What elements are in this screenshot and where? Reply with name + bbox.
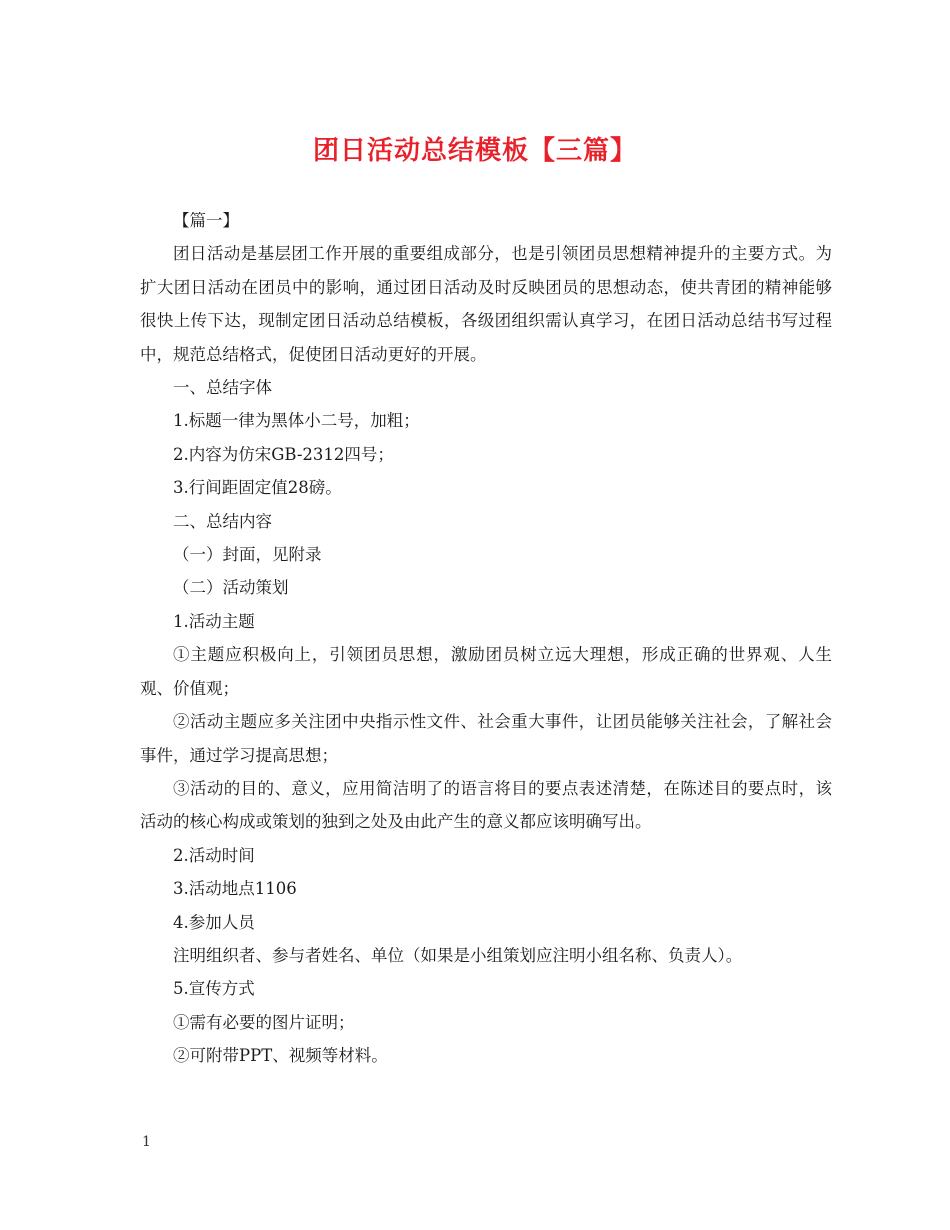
- list-item: 1.标题一律为黑体小二号，加粗；: [173, 411, 420, 431]
- body-paragraph: ③活动的目的、意义，应用简洁明了的语言将目的要点表述清楚，在陈述目的要点时，该活动的核心构成或策划的独到之处及由此产生的意义都应该明确写出。: [140, 778, 832, 832]
- list-item: 2.内容为仿宋GB-2312四号；: [173, 444, 394, 464]
- page-number: 1: [142, 1134, 151, 1150]
- list-item: 3.行间距固定值28磅。: [173, 478, 342, 498]
- section-heading: 二、总结内容: [173, 511, 272, 531]
- subsection-heading: （一）封面，见附录: [173, 545, 322, 565]
- subsection-heading: （二）活动策划: [173, 578, 289, 598]
- body-paragraph: ②活动主题应多关注团中央指示性文件、社会重大事件，让团员能够关注社会，了解社会事件，通过学习提高思想；: [140, 712, 832, 765]
- list-item: ①需有必要的图片证明；: [173, 1012, 355, 1032]
- list-item: 5.宣传方式: [173, 979, 255, 999]
- body-paragraph: ①主题应积极向上，引领团员思想，激励团员树立远大理想，形成正确的世界观、人生观、价值观；: [140, 645, 832, 698]
- section-heading: 【篇一】: [173, 211, 239, 230]
- list-item: 3.活动地点1106: [173, 879, 297, 899]
- body-paragraph: 注明组织者、参与者姓名、单位（如果是小组策划应注明小组名称、负责人）。: [173, 945, 743, 965]
- document-body: [140, 204, 832, 1073]
- list-item: 1.活动主题: [173, 611, 255, 631]
- section-heading: 一、总结字体: [173, 378, 272, 398]
- list-item: ②可附带PPT、视频等材料。: [173, 1046, 388, 1066]
- list-item: 2.活动时间: [173, 845, 255, 865]
- list-item: 4.参加人员: [173, 912, 255, 932]
- body-paragraph: 团日活动是基层团工作开展的重要组成部分，也是引领团员思想精神提升的主要方式。为扩大团日活动在团员中的影响，通过团日活动及时反映团员的思想动态，使共青团的精神能够很快上传下达，现制定团日活动总结模板，各级团组织需认真学习，在团日活动总结书写过程中，规范总结格式，促使团日活动更好的开展。: [140, 244, 832, 364]
- document-title: 团日活动总结模板【三篇】: [312, 136, 637, 166]
